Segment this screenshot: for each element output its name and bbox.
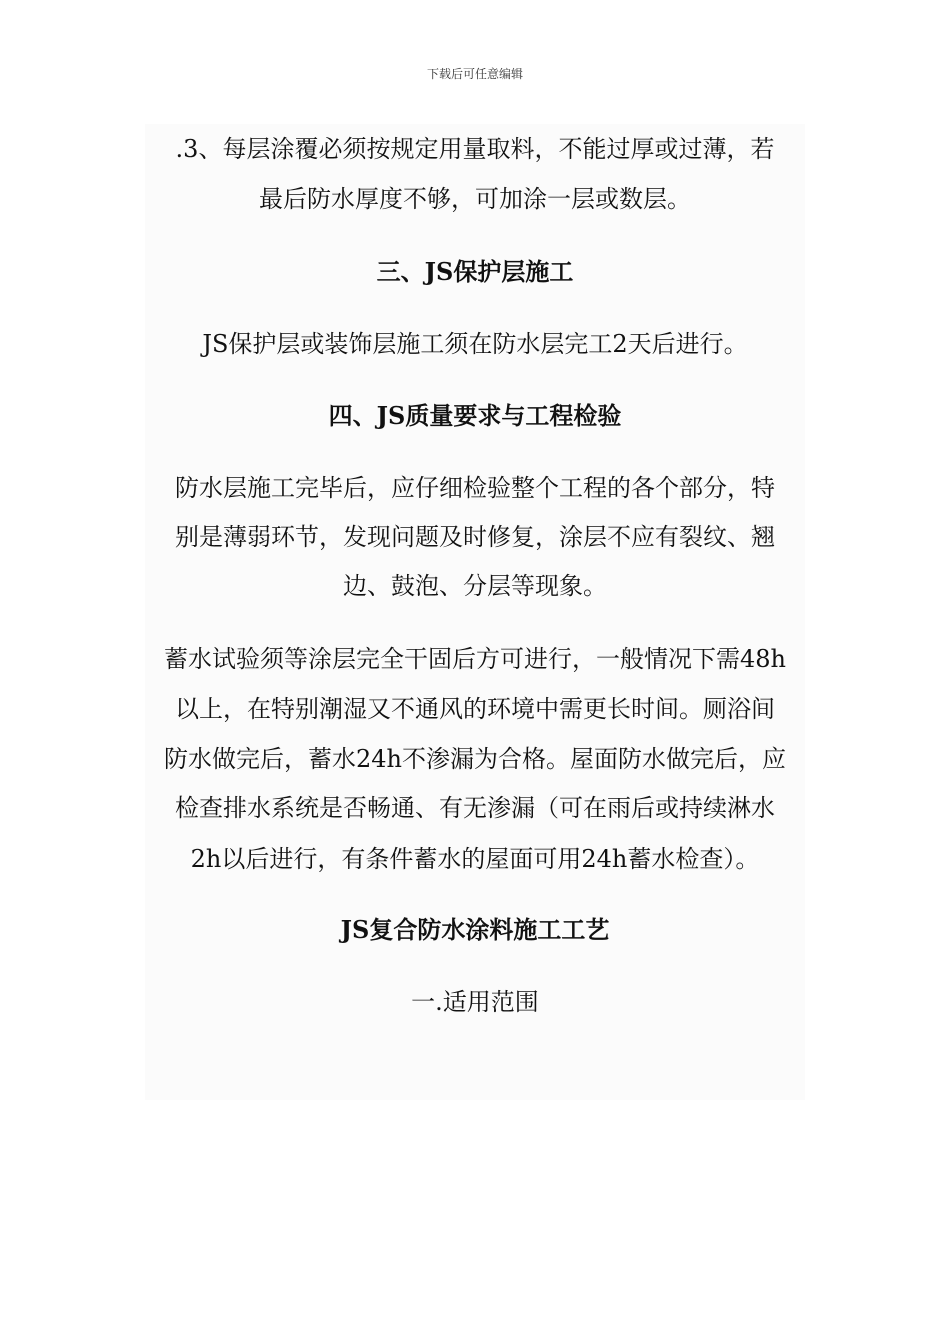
water-test-paragraph-line-5: 2h以后进行，有条件蓄水的屋面可用24h蓄水检查）。 xyxy=(190,845,760,873)
water-test-paragraph-line-1: 蓄水试验须等涂层完全干固后方可进行，一般情况下需48h xyxy=(164,645,786,673)
item-3-line-2: 最后防水厚度不够，可加涂一层或数层。 xyxy=(259,185,691,213)
page-header-note: 下载后可任意编辑 xyxy=(426,67,523,81)
item-3-line-1: .3、每层涂覆必须按规定用量取料，不能过厚或过薄，若 xyxy=(175,135,775,163)
section-three-body: JS保护层或装饰层施工须在防水层完工2天后进行。 xyxy=(202,330,748,358)
water-test-paragraph-line-2: 以上，在特别潮湿又不通风的环境中需更长时间。厕浴间 xyxy=(175,695,775,723)
water-test-paragraph-line-3: 防水做完后，蓄水24h不渗漏为合格。屋面防水做完后，应 xyxy=(164,745,786,773)
quality-paragraph-line-1: 防水层施工完毕后，应仔细检验整个工程的各个部分，特 xyxy=(175,474,775,502)
section-four-heading: 四、JS质量要求与工程检验 xyxy=(328,401,622,430)
water-test-paragraph-line-4: 检查排水系统是否畅通、有无渗漏（可在雨后或持续淋水 xyxy=(175,794,775,822)
quality-paragraph-line-3: 边、鼓泡、分层等现象。 xyxy=(343,572,607,600)
quality-paragraph-line-2: 别是薄弱环节，发现问题及时修复，涂层不应有裂纹、翘 xyxy=(175,523,775,551)
document-title-js-process: JS复合防水涂料施工工艺 xyxy=(340,915,610,944)
scope-subheading: 一.适用范围 xyxy=(411,988,539,1016)
section-three-heading: 三、JS保护层施工 xyxy=(376,257,574,286)
